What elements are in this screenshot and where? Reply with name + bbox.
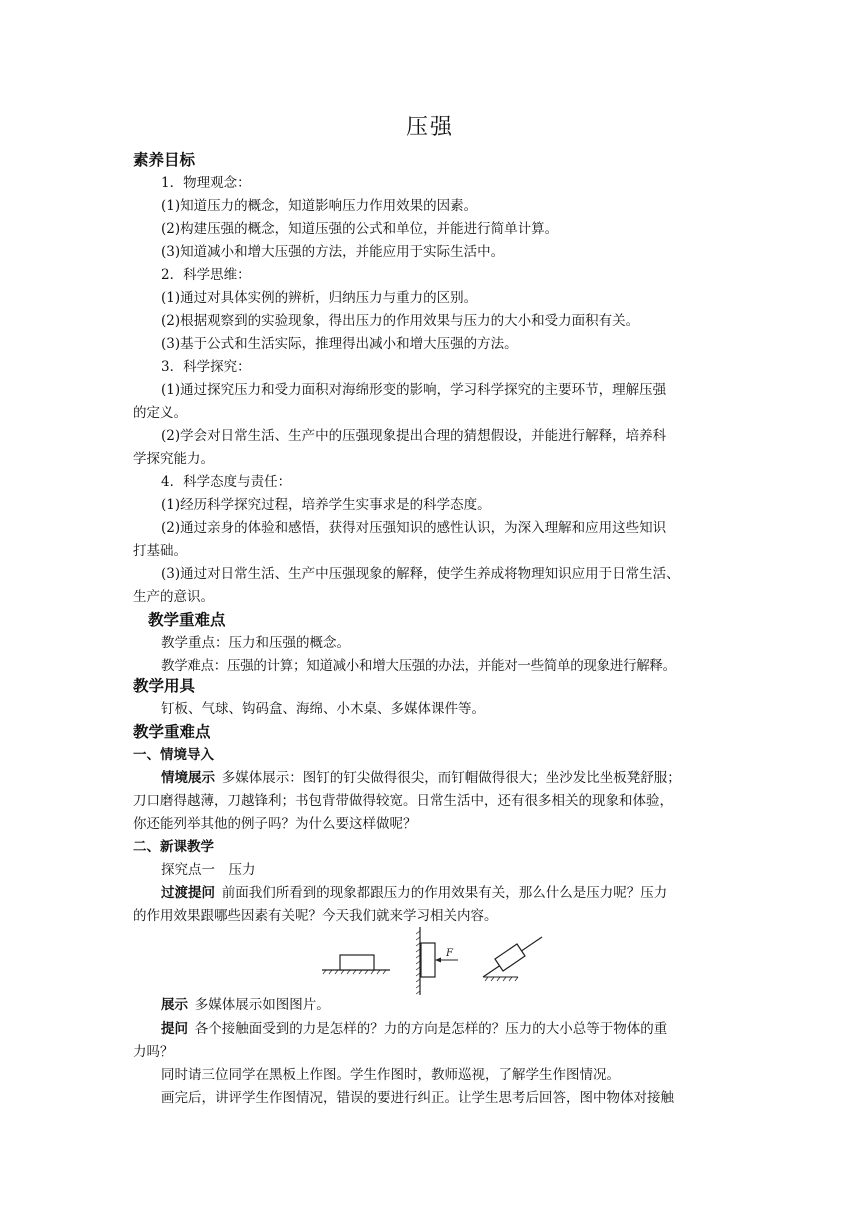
transition-paragraph-continued: 的作用效果跟哪些因素有关呢？今天我们就来学习相关内容。	[133, 908, 498, 924]
goal-item: (2)通过亲身的体验和感悟，获得对压强知识的感性认识，为深入理解和应用这些知识	[161, 520, 667, 536]
goal-item: (1)知道压力的概念，知道影响压力作用效果的因素。	[161, 198, 478, 214]
question-paragraph-continued: 力吗？	[133, 1044, 174, 1060]
transition-paragraph	[161, 882, 667, 904]
section-heading-literacy-goals: 素养目标	[133, 151, 196, 169]
difficult-point: 教学难点：压强的计算；知道减小和增大压强的办法，并能对一些简单的现象进行解释。	[161, 658, 676, 674]
part-heading-intro: 一、情境导入	[133, 747, 214, 763]
goal-item-continued: 的定义。	[133, 405, 187, 421]
explore-point-title: 探究点一 压力	[161, 862, 256, 878]
section-heading-teaching-process: 教学重难点	[133, 723, 211, 741]
goal-item-continued: 打基础。	[133, 543, 187, 559]
pressure-diagram-figure	[318, 925, 548, 997]
goal-group-1-title: 1．物理观念：	[161, 175, 251, 191]
section-heading-teaching-tools: 教学用具	[133, 677, 196, 695]
goal-group-2-title: 2．科学思维：	[161, 267, 251, 283]
block-on-incline	[483, 937, 542, 981]
transition-text: 前面我们所看到的现象都跟压力的作用效果有关，那么什么是压力呢？压力	[221, 885, 668, 901]
goal-item-continued: 学探究能力。	[133, 451, 214, 467]
goal-item: (3)知道减小和增大压强的方法，并能应用于实际生活中。	[161, 244, 505, 260]
question-text: 各个接触面受到的力是怎样的？力的方向是怎样的？压力的大小总等于物体的重	[194, 1021, 668, 1037]
goal-item: (1)通过探究压力和受力面积对海绵形变的影响，学习科学探究的主要环节，理解压强	[161, 382, 667, 398]
goal-item: (1)经历科学探究过程，培养学生实事求是的科学态度。	[161, 497, 491, 513]
page-title: 压强	[405, 115, 454, 140]
goal-item: (2)学会对日常生活、生产中的压强现象提出合理的猜想假设，并能进行解释，培养科	[161, 428, 667, 444]
key-point: 教学重点：压力和压强的概念。	[161, 635, 350, 651]
block-on-wall	[416, 927, 458, 995]
goal-group-4-title: 4．科学态度与责任：	[161, 474, 292, 490]
goal-item: (3)通过对日常生活、生产中压强现象的解释，使学生养成将物理知识应用于日常生活、	[161, 566, 680, 582]
scene-paragraph-continued: 你还能列举其他的例子吗？为什么要这样做呢？	[133, 816, 417, 832]
scene-text: 多媒体展示：图钉的钉尖做得很尖，而钉帽做得很大；坐沙发比坐板凳舒服；	[221, 770, 681, 786]
goal-item: (2)根据观察到的实验现象，得出压力的作用效果与压力的大小和受力面积有关。	[161, 313, 640, 329]
body-paragraph: 同时请三位同学在黑板上作图。学生作图时，教师巡视，了解学生作图情况。	[161, 1067, 620, 1083]
question-label: 提问	[161, 1021, 188, 1037]
force-label: F	[446, 948, 453, 959]
goal-item-continued: 生产的意识。	[133, 589, 214, 605]
teaching-tools-list: 钉板、气球、钩码盒、海绵、小木桌、多媒体课件等。	[161, 701, 485, 717]
transition-label: 过渡提问	[161, 885, 215, 901]
scene-label: 情境展示	[161, 770, 215, 786]
goal-item: (1)通过对具体实例的辨析，归纳压力与重力的区别。	[161, 290, 478, 306]
question-paragraph	[161, 1018, 667, 1040]
section-heading-key-difficult: 教学重难点	[148, 611, 226, 629]
show-text: 多媒体展示如图图片。	[194, 997, 330, 1013]
goal-group-3-title: 3．科学探究：	[161, 359, 251, 375]
body-paragraph: 画完后，讲评学生作图情况，错误的要进行纠正。让学生思考后回答，图中物体对接触	[161, 1090, 674, 1106]
scene-paragraph-continued: 刀口磨得越薄，刀越锋利；书包背带做得较宽。日常生活中，还有很多相关的现象和体验，	[133, 793, 673, 809]
show-paragraph	[161, 994, 330, 1016]
goal-item: (3)基于公式和生活实际，推理得出减小和增大压强的方法。	[161, 336, 518, 352]
goal-item: (2)构建压强的概念，知道压强的公式和单位，并能进行简单计算。	[161, 221, 559, 237]
block-on-ground	[322, 955, 390, 974]
scene-paragraph	[161, 767, 681, 789]
part-heading-new-lesson: 二、新课教学	[133, 839, 214, 855]
show-label: 展示	[161, 997, 188, 1013]
